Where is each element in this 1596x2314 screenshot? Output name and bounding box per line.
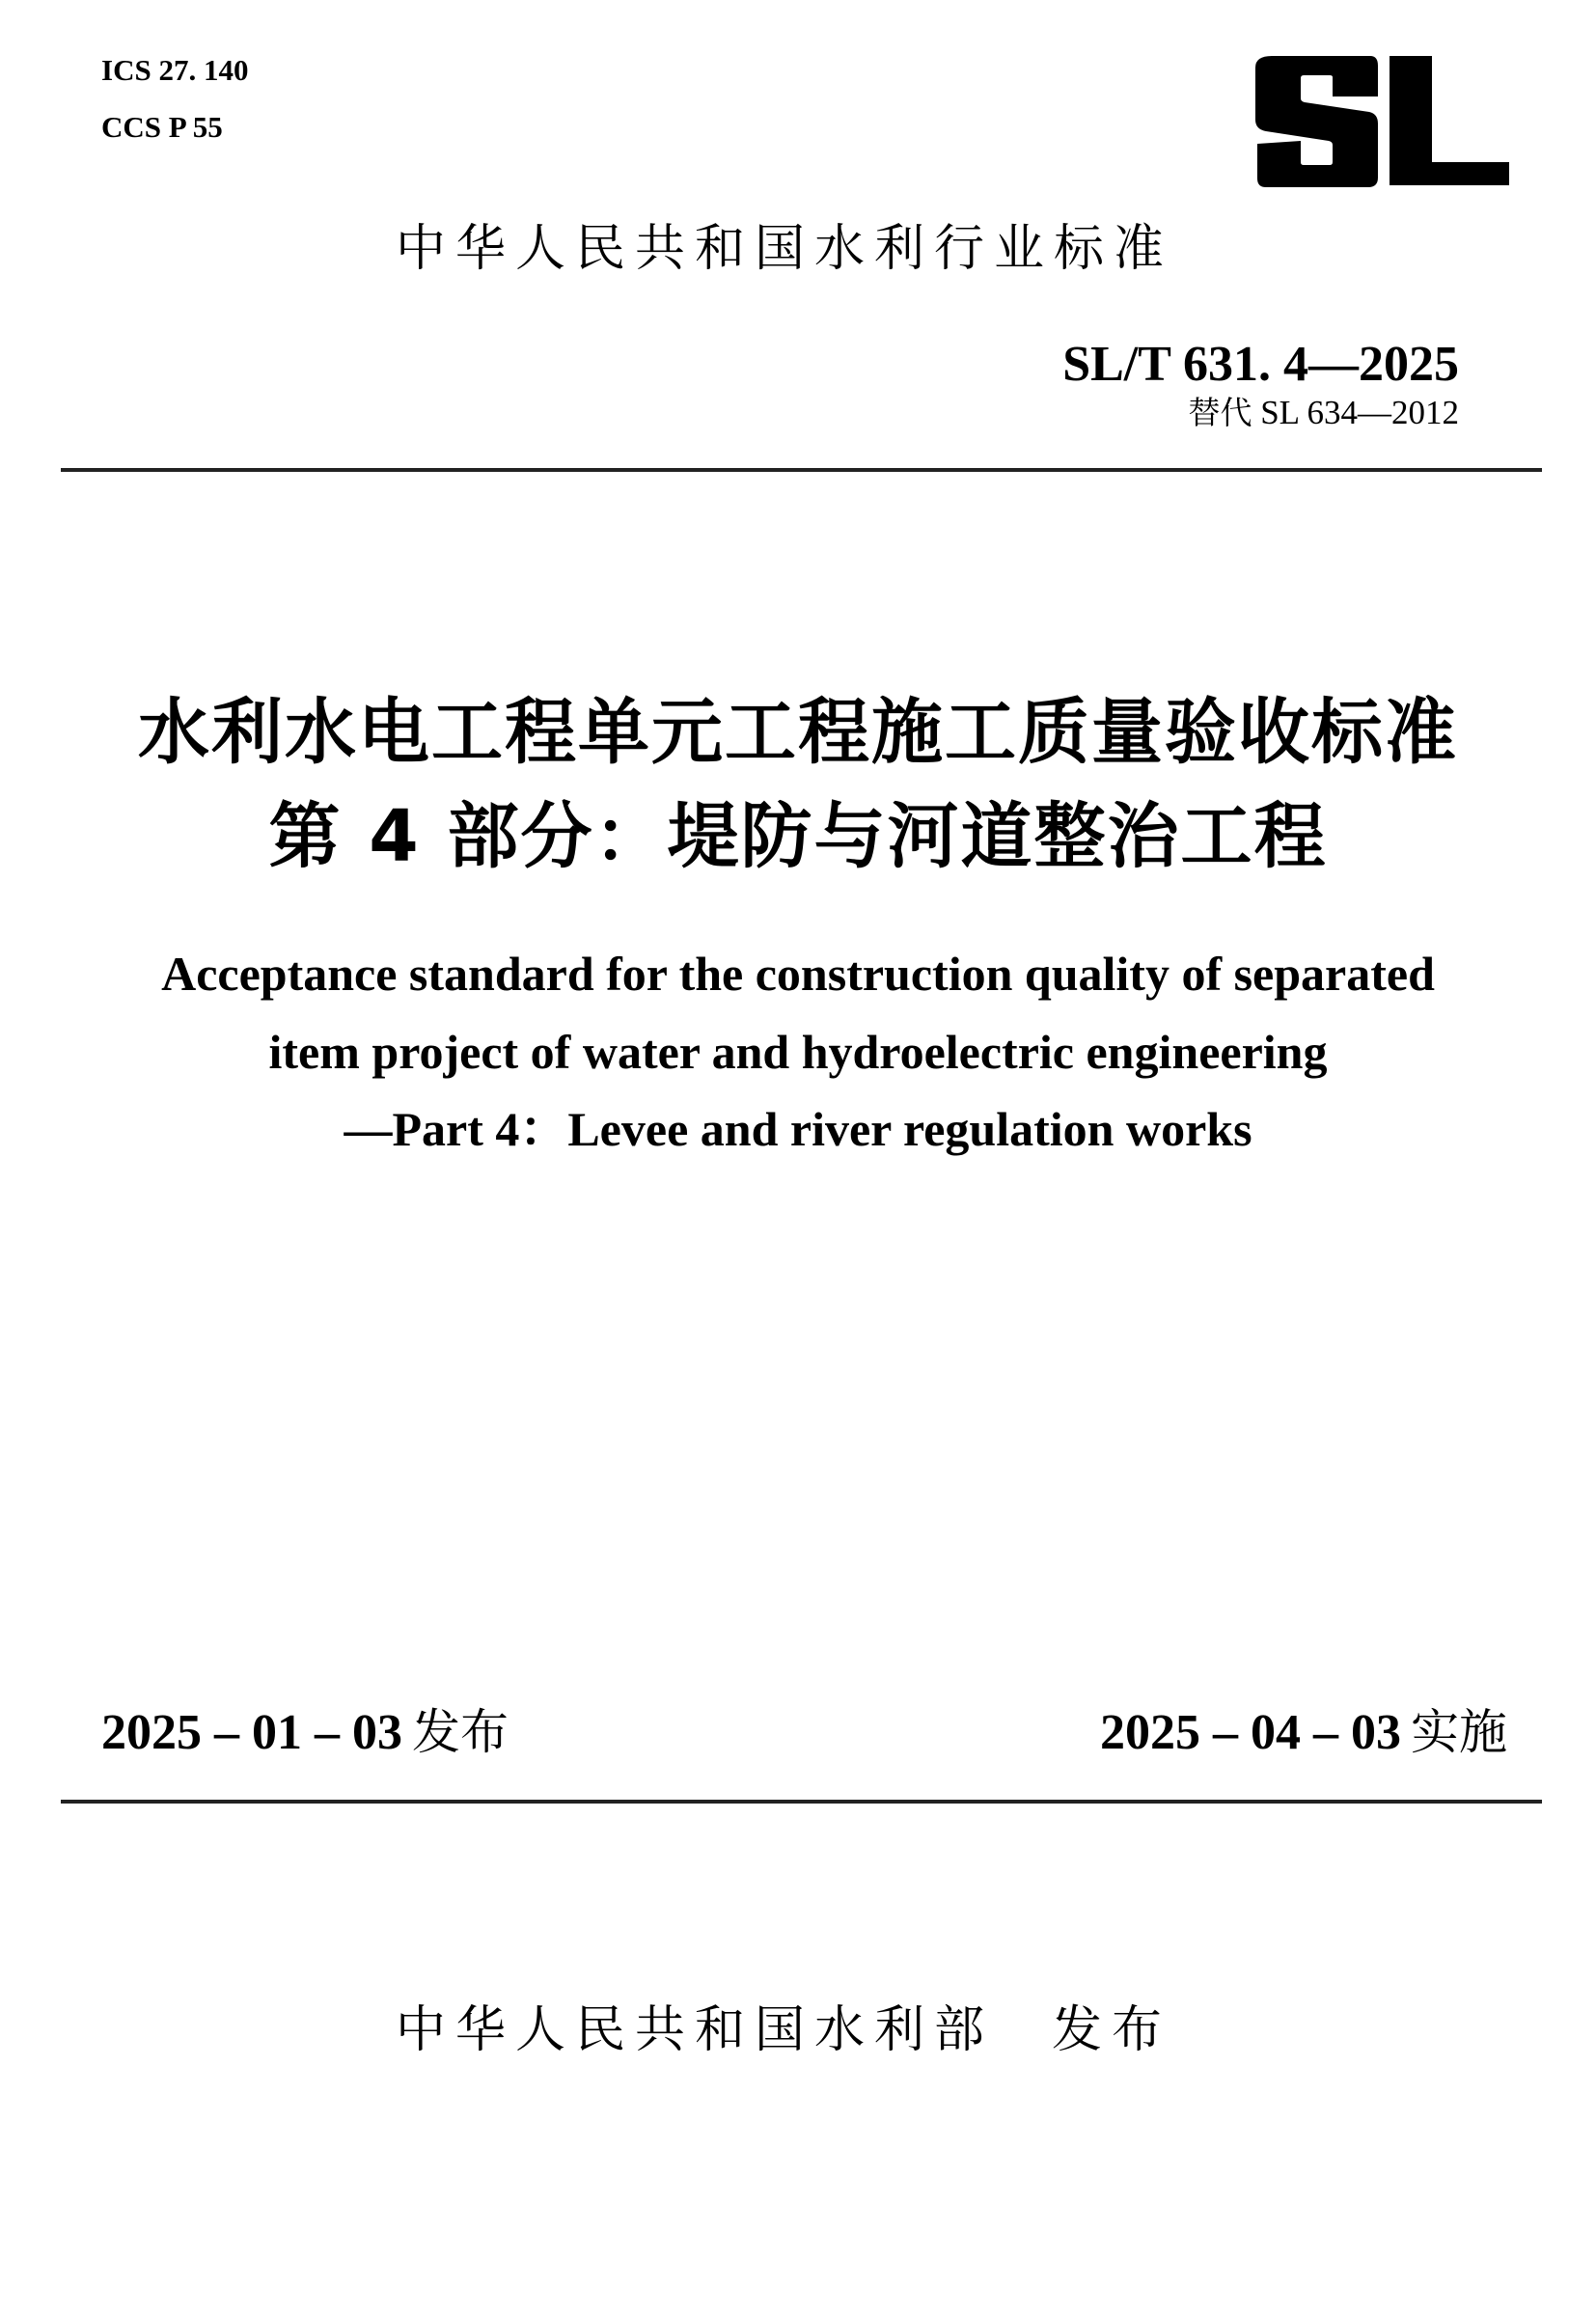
- implement-date-value: 2025 – 04 – 03: [1100, 1705, 1401, 1760]
- ics-code: ICS 27. 140: [101, 53, 249, 87]
- bottom-divider: [61, 1800, 1542, 1804]
- implement-date-label: 实施: [1411, 1704, 1507, 1760]
- title-en-line-3: —Part 4：Levee and river regulation works: [344, 1102, 1252, 1156]
- title-en-line-1: Acceptance standard for the construction quality of separated: [161, 947, 1435, 1001]
- publish-date: [101, 1704, 509, 1760]
- standard-number: SL/T 631. 4—2025: [1062, 337, 1459, 392]
- title-cn-line-2: 第 4 部分：堤防与河道整治工程: [268, 795, 1328, 878]
- standard-category-heading: 中华人民共和国水利行业标准: [396, 220, 1174, 278]
- sl-standard-logo-icon: [1254, 56, 1511, 187]
- title-en-line-2: item project of water and hydroelectric engineering: [268, 1025, 1328, 1079]
- top-divider: [61, 468, 1542, 472]
- publisher-name: 中华人民共和国水利部: [396, 2001, 995, 2059]
- publisher-action: 发布: [1052, 2001, 1172, 2059]
- ccs-code: CCS P 55: [101, 110, 223, 144]
- title-cn-line-1: 水利水电工程单元工程施工质量验收标准: [138, 691, 1458, 774]
- publisher-line: [396, 2001, 1172, 2059]
- publish-date-label: 发布: [412, 1704, 509, 1760]
- implement-date: [1100, 1704, 1507, 1760]
- replaces-standard: [1188, 396, 1459, 429]
- replaces-number: SL 634—2012: [1260, 394, 1459, 431]
- publish-date-value: 2025 – 01 – 03: [101, 1705, 402, 1760]
- replaces-label: 替代: [1188, 394, 1252, 431]
